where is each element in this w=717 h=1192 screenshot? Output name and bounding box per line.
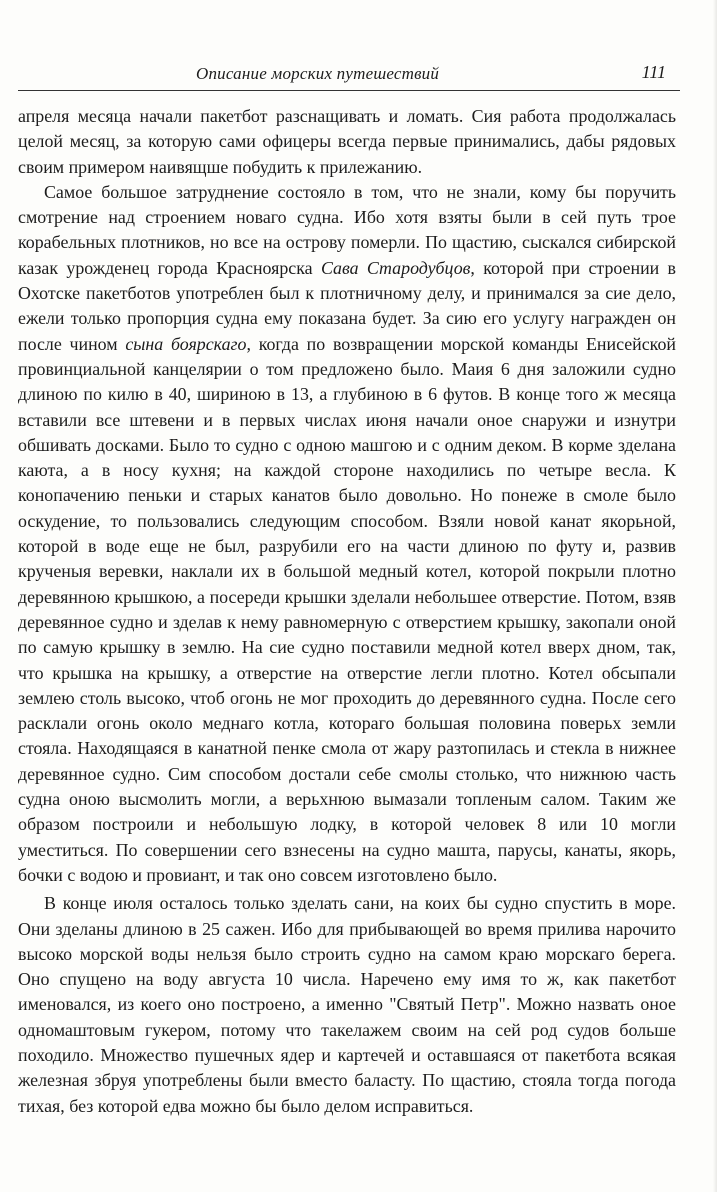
person-name: Сава Стародубцов [320,257,471,278]
page-number: 111 [641,62,666,82]
paragraph-1: апреля месяца начали пакетбот разснащивать и ломать. Сия работа продолжалась целой месяц, за которую сами офицеры всегда первые принимались, дабы рядовых своим примером наивящше побудить к прилежанию. [18,106,676,177]
running-title: Описание морских путешествий [196,64,440,83]
paragraph-2-part-1: Самое большое затруднение состояло в том, что не знали, кому бы поручить смотрение над строением новаго судна. Ибо хотя взяты были в сей путь трое корабельных плотников, но все на острову померли. По щастию, сыскался сибирской казак урожденец города Красноярска [18,181,676,278]
rank-title: сына боярскаго [125,333,247,354]
paragraph-2 [18,180,676,888]
body-text [18,104,676,1119]
paragraph-2-part-2: , которой при строении в Охотске пакетботов употреблен был к плотничному делу, и принимался за сие дело, ежели только пропорция судна ему показана будет. За сию его услугу награжден он после чином [18,257,676,354]
running-header [18,56,680,91]
page-edge-shadow [713,0,717,1192]
paragraph-2-part-3: , когда по возвращении морской команды Енисейской провинциальной канцелярии о том предложено было. Маия 6 дня заложили судно длиною по килю в 40, шириною в 13, а глубиною в 6 футов. В конце того ж месяца вставили все штевени и в первых числах июня начали оное снаружи и изнутри обшивать досками. Было то судно с одною машгою и с одним деком. В корме зделана каюта, а в носу кухня; на каждой стороне находились по четыре весла. К конопачению пеньки и старых канатов было довольно. Но понеже в смоле было оскудение, то пользовались следующим способом. Взяли новой канат якорьной, которой в воде еще не был, разрубили его на части длиною по футу и, развив крученыя веревки, наклали их в большой медный котел, которой покрыли плотно деревянною крышкою, а посереди крышки зделали небольшее отверстие. Потом, взяв деревянное судно и зделав к нему равномерную с отверстием крышку, закопали оной по самую крышку в землю. На сие судно поставили медной котел вверх дном, так, что крышка на крышку, а отверстие на отверстие легли плотно. Котел обсыпали землею столь высоко, чтоб огонь не мог проходить до деревянного судна. После сего расклали огонь около меднаго котла, котораго большая половина поверьх земли стояла. Находящаяся в канатной пенке смола от жару разтопилась и стекла в нижнее деревянное судно. Сим способом достали себе смолы столько, что нижнюю часть судна оною высмолить могли, а верьхнюю вымазали топленым салом. Таким же образом построили и небольшую лодку, в которой человек 8 или 10 могли уместиться. По совершении сего взнесены на судно машта, парусы, канаты, якорь, бочки с водою и провиант, и так оно совсем изготовлено было. [18,333,676,885]
paragraph-3: В конце июля осталось только зделать сани, на коих бы судно спустить в море. Они зделаны длиною в 25 сажен. Ибо для прибывающей во время прилива нарочито высоко морской воды нельзя было строить судно на самом краю морскаго берега. Оно спущено на воду августа 10 числа. Наречено ему имя то ж, как пакетбот именовался, из коего оно построено, а именно "Святый Петр". Можно назвать оное одномаштовым гукером, потому что такелажем своим на сей род судов больше походило. Множество пушечных ядер и картечей и оставшаяся от пакетбота всякая железная збруя употреблены были вместо баласту. По щастию, стояла тогда погода тихая, без которой едва можно бы было делом исправиться. [18,893,676,1116]
